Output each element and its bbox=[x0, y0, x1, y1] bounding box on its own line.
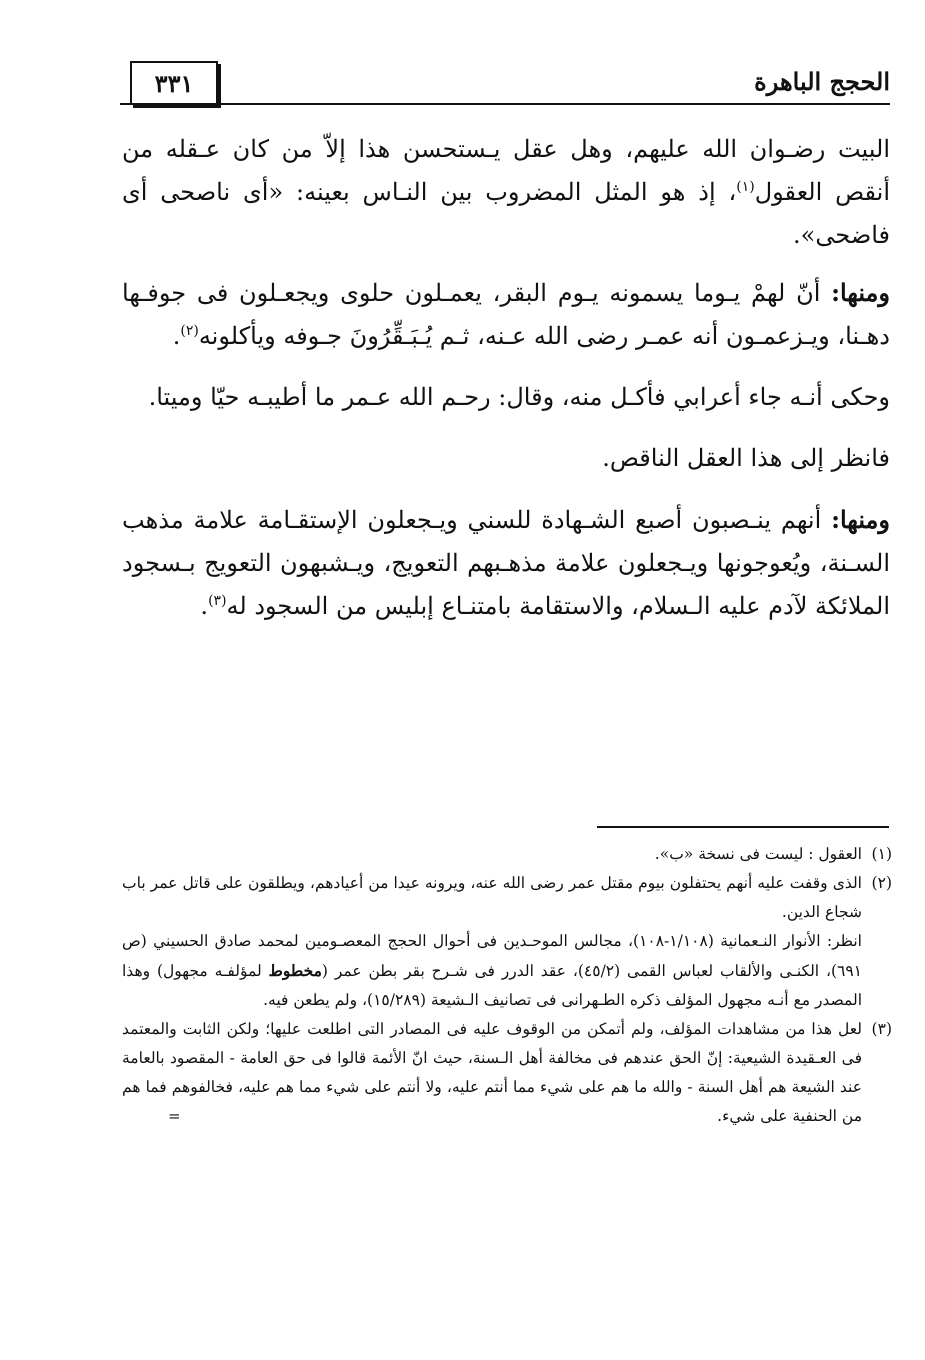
footnote-ref-3: (٣) bbox=[208, 593, 227, 609]
paragraph-1-rest: ، إذ هو المثل المضروب بين النـاس بعينه: «أى ناصحى أى فاضحى». bbox=[122, 178, 890, 249]
footnote-2-sources-b: لمؤلفـه مجهول) وهذا المصدر مع أنـه مجهول المؤلف ذكره الطـهرانى فى تصانيف الـشيعة (١٥/٢٨٩)، ولم يطعن فيه. bbox=[122, 962, 862, 1009]
paragraph-2-text: أنّ لهمْ يـوما يسمونه يـوم البقر، يعمـلون حلوى ويجعـلون فى جوفـها دهـنا، ويـزعمـون أنه عمـر رضى الله عـنه، ثـم يُـبَـقِّرُونَ جـوفه ويأكلونه bbox=[122, 279, 890, 350]
footnote-2 bbox=[122, 869, 892, 927]
footnote-3 bbox=[122, 1015, 892, 1131]
footnote-2-sources-bold: مخطوط bbox=[268, 961, 322, 980]
footnotes bbox=[122, 840, 892, 1131]
paragraph-4: فانظر إلى هذا العقل الناقص. bbox=[602, 444, 890, 472]
footnote-2-text: الذى وقفت عليه أنهم يحتفلون بيوم مقتل عمر رضى الله عنه، ويرونه عيدا من أعيادهم، ويطلقون على قاتل عمر باب شجاع الدين. bbox=[122, 874, 862, 921]
paragraph-2-end: . bbox=[172, 322, 181, 350]
footnote-1-number: (١) bbox=[871, 845, 892, 863]
paragraph-1-text: البيت رضـوان الله عليهم، وهل عقل يـستحسن هذا إلاّ من كان عـقله من أنقص العقول bbox=[122, 135, 890, 206]
continuation-mark: = bbox=[168, 1107, 181, 1125]
running-title: الحجج الباهرة bbox=[754, 67, 890, 96]
footnote-ref-1: (١) bbox=[736, 179, 755, 195]
footnote-3-text: لعل هذا من مشاهدات المؤلف، ولم أتمكن من الوقوف عليه فى المصادر التى اطلعت عليها؛ ولكن الثابت والمعتمد فى العـقيدة الشيعية: إنّ الحق عندهم فى مخالفة أهل الـسنة، حيث انّ الأئمة قالوا فى حق العامة - المقصود بالعامة عند الشيعة هم أهل السنة - والله ما هم على شيء مما أنتم عليه، ولا أنتم على شيء مما هم عليه، فخالفوهم فما هم من الحنفية على شيء. bbox=[122, 1020, 862, 1125]
paragraph-5-text: أنهم ينـصبون أصبع الشـهادة للسني ويـجعلون الإستقـامة علامة مذهب السـنة، ويُعوجونها ويـجعلون علامة مذهـبهم التعويج، ويـشبهون التعويج بـسجود الملائكة لآدم عليه الـسلام، والاستقامة بامتنـاع إبليس من السجود له bbox=[122, 506, 890, 620]
paragraph-2-lead: ومنها: bbox=[831, 278, 890, 307]
header-rule bbox=[120, 103, 890, 105]
paragraph-2 bbox=[122, 271, 890, 358]
page-header bbox=[120, 55, 890, 111]
paragraph-1 bbox=[122, 128, 890, 257]
main-text bbox=[122, 128, 890, 646]
page-number: ٣٣١ bbox=[130, 61, 218, 105]
paragraph-5-end: . bbox=[200, 592, 209, 620]
paragraph-5-lead: ومنها: bbox=[831, 505, 890, 534]
footnote-1-text: العقول : ليست فى نسخة «ب». bbox=[654, 845, 862, 863]
footnote-2-sources-a: انظر: الأنوار النـعمانية (١/١٠٨-١٠٨)، مجالس الموحـدين فى أحوال الحجج المعصـومين لمحمد صادق الحسيني (ص ٦٩١)، الكنـى والألقاب لعباس القمى (٤٥/٢)، عقد الدرر فى شـرح بقر بطن عمر ( bbox=[122, 932, 862, 980]
footnote-separator bbox=[597, 826, 889, 828]
paragraph-5 bbox=[122, 498, 890, 628]
paragraph-3: وحكى أنـه جاء أعرابي فأكـل منه، وقال: رحـم الله عـمر ما أطيبـه حيّا وميتا. bbox=[148, 383, 890, 411]
footnote-ref-2: (٢) bbox=[180, 323, 199, 339]
footnote-2-sources bbox=[122, 927, 892, 1015]
footnote-2-number: (٢) bbox=[871, 874, 892, 892]
footnote-1 bbox=[122, 840, 892, 869]
footnote-3-number: (٣) bbox=[871, 1020, 892, 1038]
